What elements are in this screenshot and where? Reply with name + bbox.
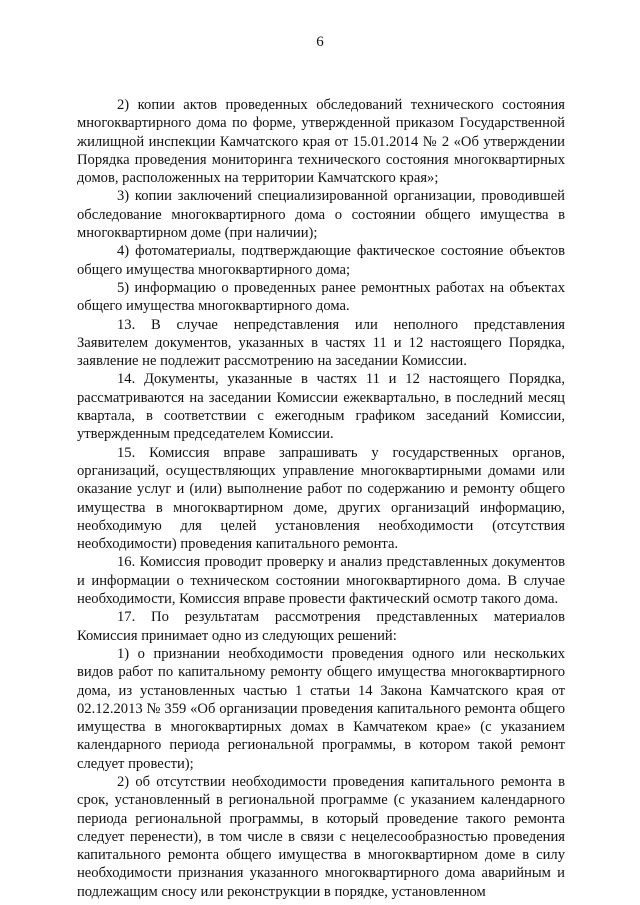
paragraph-item-2: 2) копии актов проведенных обследований технического состояния многоквартирного дома по форме, утвержденной приказом Государственной жилищной инспекции Камчатского края от 15.01.2014 № 2 «Об утверждении Порядка проведения мониторинга технического состояния многоквартирных домов, расположенных на территории Камчатского края»; xyxy=(77,97,565,187)
paragraph-clause-16: 16. Комиссия проводит проверку и анализ представленных документов и информации о техническом состоянии многоквартирного дома. В случае необходимости, Комиссия вправе провести фактический осмотр такого дома. xyxy=(77,554,565,608)
paragraph-clause-15: 15. Комиссия вправе запрашивать у государственных органов, организаций, осуществляющих управление многоквартирными домами или оказание услуг и (или) выполнение работ по содержанию и ремонту общего имущества в многоквартирном доме, других организаций информацию, необходимую для целей установления необходимости (отсутствия необходимости) проведения капитального ремонта. xyxy=(77,444,565,553)
paragraph-clause-13: 13. В случае непредставления или неполного представления Заявителем документов, указанных в частях 11 и 12 настоящего Порядка, заявление не подлежит рассмотрению на заседании Комиссии. xyxy=(77,316,565,370)
paragraph-clause-14: 14. Документы, указанные в частях 11 и 12 настоящего Порядка, рассматриваются на заседании Комиссии ежеквартально, в последний месяц квартала, в соответствии с ежегодным графиком заседаний Комиссии, утвержденным председателем Комиссии. xyxy=(77,371,565,443)
paragraph-item-4: 4) фотоматериалы, подтверждающие фактическое состояние объектов общего имущества многоквартирного дома; xyxy=(77,243,565,278)
paragraph-decision-1: 1) о признании необходимости проведения одного или нескольких видов работ по капитальному ремонту общего имущества многоквартирного дома, из установленных частью 1 статьи 14 Закона Камчатского края от 02.12.2013 № 359 «Об организации проведения капитального ремонта общего имущества в многоквартирных домах в Камчатеком крае» (с указанием календарного периода региональной программы, в котором такой ремонт следует провести); xyxy=(77,645,565,772)
paragraph-item-3: 3) копии заключений специализированной организации, проводившей обследование многоквартирного дома о состоянии общего имущества в многоквартирном доме (при наличии); xyxy=(77,188,565,242)
page-number: 6 xyxy=(316,34,324,50)
paragraph-item-5: 5) информацию о проведенных ранее ремонтных работах на объектах общего имущества многоквартирного дома. xyxy=(77,279,565,315)
paragraph-clause-17: 17. По результатам рассмотрения представленных материалов Комиссия принимает одно из следующих решений: xyxy=(77,609,565,644)
paragraph-decision-2: 2) об отсутствии необходимости проведения капитального ремонта в срок, установленный в региональной программе (с указанием календарного периода региональной программы, в который проведение такого ремонта следует перенести), в том числе в связи с нецелесообразностью проведения капитального ремонта общего имущества в многоквартирном доме в силу необходимости признания указанного многоквартирного дома аварийным и подлежащим сносу или реконструкции в порядке, установленном xyxy=(77,773,565,900)
document-body xyxy=(77,96,565,901)
